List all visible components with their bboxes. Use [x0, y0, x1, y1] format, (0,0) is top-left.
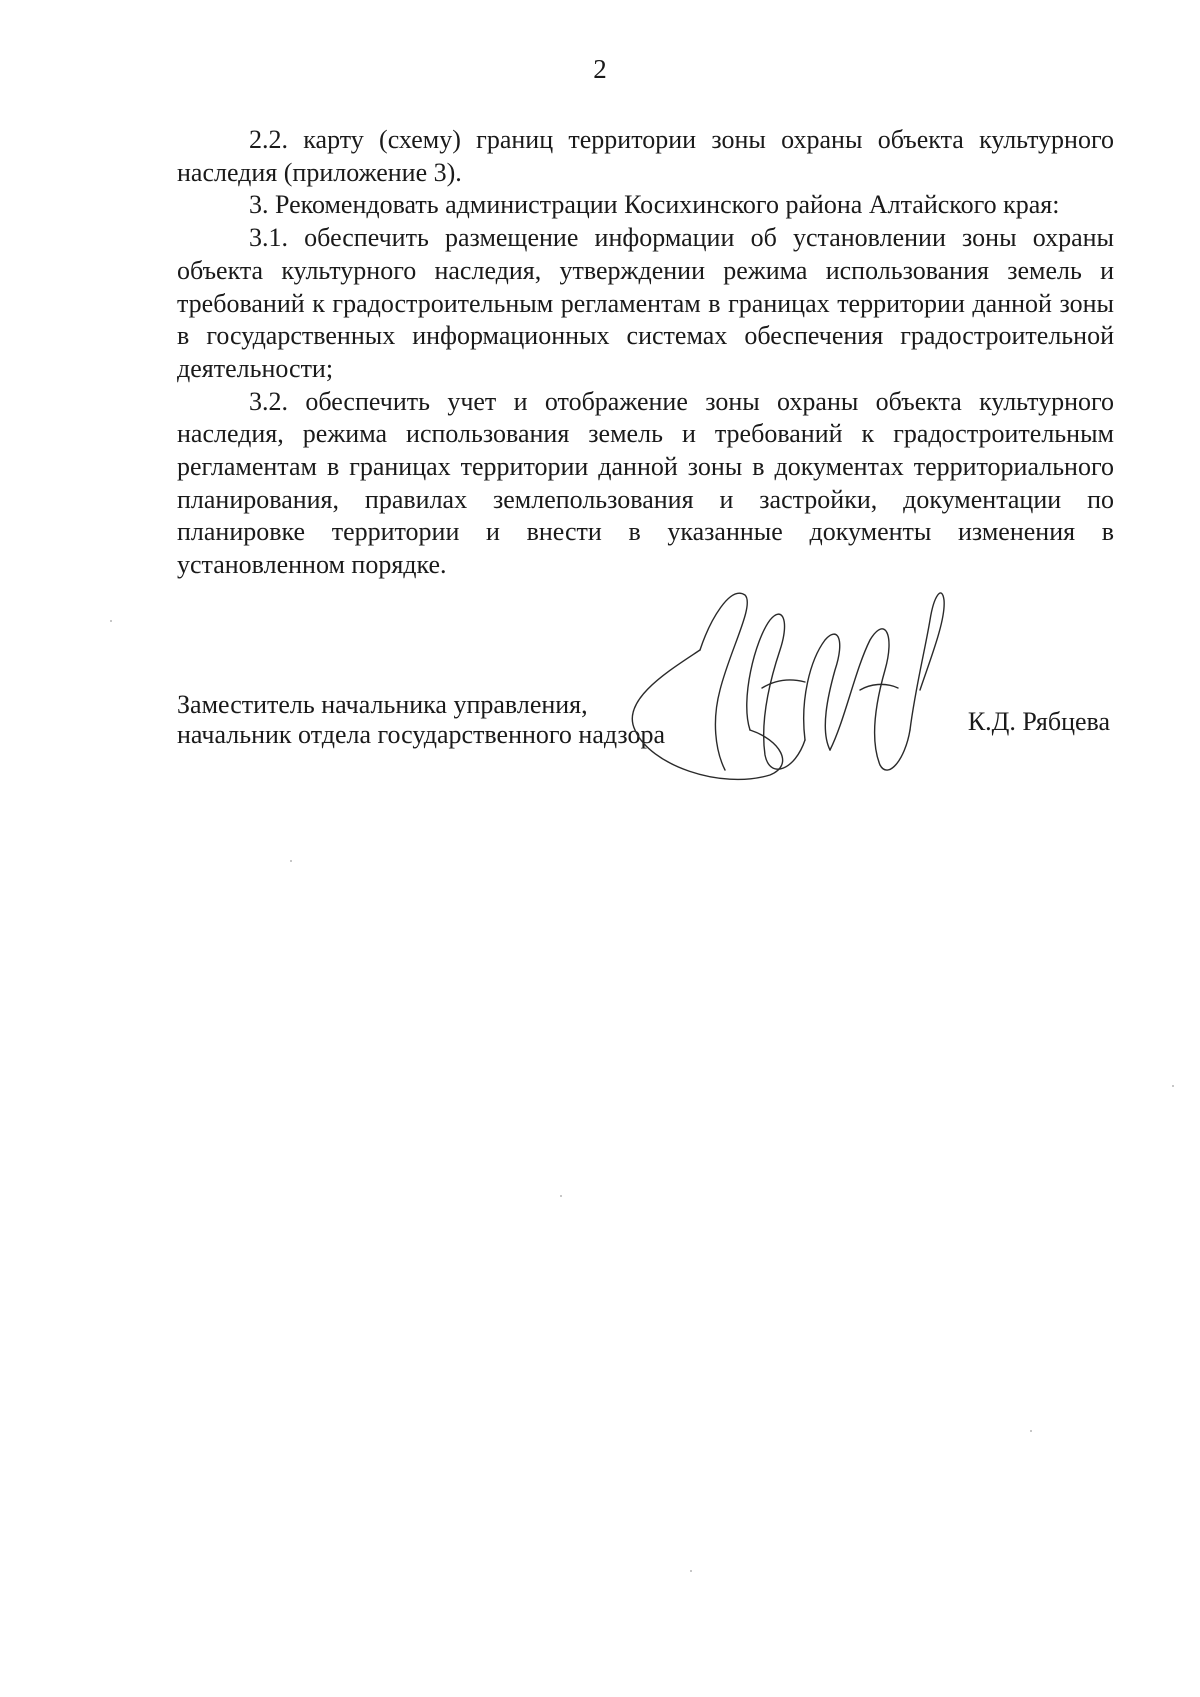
handwritten-signature	[630, 580, 970, 810]
scan-speck	[110, 620, 112, 622]
paragraph-3-2: 3.2. обеспечить учет и отображение зоны охраны объекта культурного наследия, режима использования земель и требований к градостроительным регламентам в границах территории данной зоны в документах территориального планирования, правилах землепользования и застройки, документации по планировке территории и внести в указанные документы изменения в установленном порядке.	[177, 386, 1114, 580]
scan-speck	[1172, 1085, 1174, 1087]
page-number: 2	[593, 54, 607, 84]
signer-name: К.Д. Рябцева	[967, 707, 1110, 736]
scan-speck	[1030, 1430, 1032, 1432]
paragraph-2-2: 2.2. карту (схему) границ территории зоны охраны объекта культурного наследия (приложение 3).	[177, 125, 1114, 187]
scan-speck	[290, 860, 292, 862]
scan-speck	[560, 1195, 562, 1197]
document-body	[177, 124, 1114, 582]
signer-position-line-2: начальник отдела государственного надзора	[177, 720, 666, 749]
paragraph-3: 3. Рекомендовать администрации Косихинского района Алтайского края:	[249, 190, 1060, 220]
signer-position-line-1: Заместитель начальника управления,	[177, 690, 588, 719]
signer-position	[177, 690, 665, 750]
paragraph-3-1: 3.1. обеспечить размещение информации об установлении зоны охраны объекта культурного наследия, утверждении режима использования земель и требований к градостроительным регламентам в границах территории данной зоны в государственных информационных системах обеспечения градостроительной деятельности;	[177, 223, 1114, 383]
scan-speck	[690, 1570, 692, 1572]
